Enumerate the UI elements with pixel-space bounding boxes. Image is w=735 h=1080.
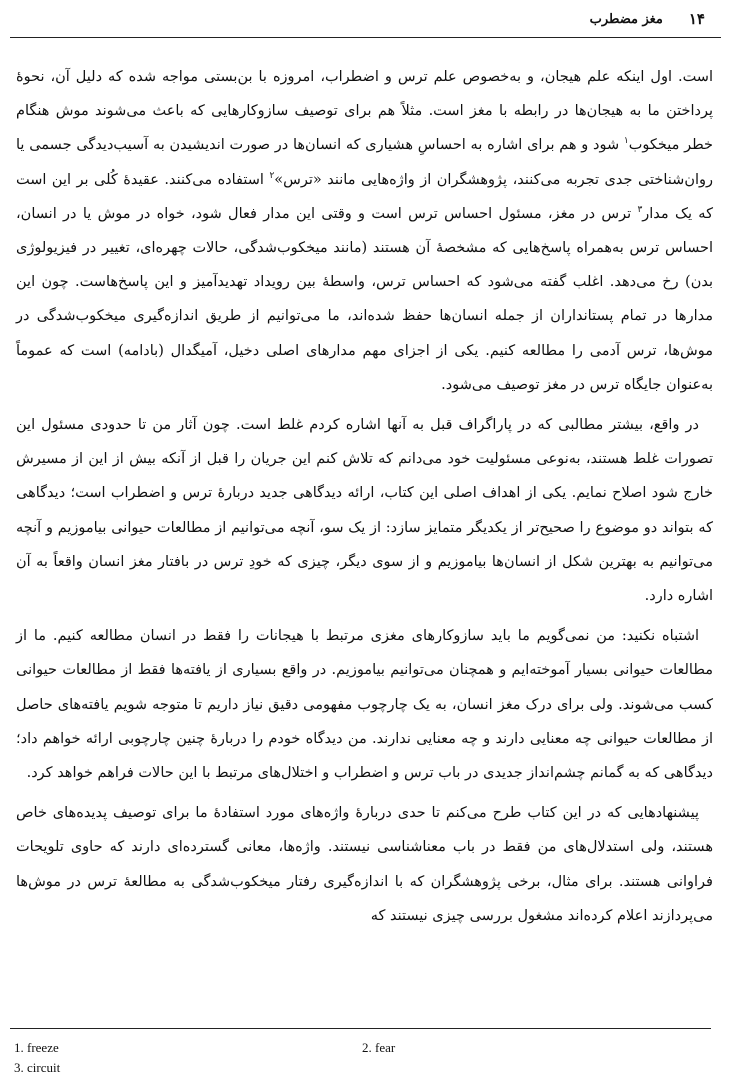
header-divider bbox=[10, 37, 721, 38]
paragraph-text: استفاده می‌کنند. عقیدهٔ کُلی بر این است که یک مدار bbox=[16, 171, 713, 222]
paragraph-text: در واقع، بیشتر مطالبی که در پاراگراف قبل به آنها اشاره کردم غلط است. چون آثار من تا حدودی مسئول این تصورات غلط هستند، به‌نوعی مسئولیت خود می‌دانم که تلاش کنم این جریان را قبل از آنکه بیش از این از مسیرش خارج شود اصلاح نمایم. یکی از اهداف اصلی این کتاب، ارائه دیدگاهی جدید دربارهٔ ترس و اضطراب است؛ دیدگاهی که بتواند دو موضوع را صحیح‌تر از یکدیگر متمایز سازد: از یک سو، آنچه می‌توانیم از مطالعات حیوانی بیاموزیم و آنچه می‌توانیم به بهترین شکل از انسان‌ها بیاموزیم و از سوی دیگر، چیزی که خودِ ترس در بافتار مغز انسان واقعاً به آن اشاره دارد. bbox=[16, 417, 713, 605]
paragraph-4 bbox=[16, 796, 713, 933]
paragraph-3 bbox=[16, 619, 713, 790]
body-text bbox=[16, 60, 713, 939]
paragraph-2 bbox=[16, 408, 713, 613]
footnote-ref-2: ۲ bbox=[269, 170, 275, 181]
footnote-1: 1. freeze bbox=[14, 1040, 59, 1055]
footnote-ref-3: ۳ bbox=[637, 204, 643, 215]
paragraph-text: اشتباه نکنید: من نمی‌گویم ما باید سازوکارهای مغزی مرتبط با هیجانات را فقط در انسان مطالعه کنیم. ما از مطالعات حیوانی بسیار آموخته‌ایم و همچنان می‌توانیم بیاموزیم. در واقع بسیاری از یافته‌ها فقط از مطالعات حیوانی کسب می‌شوند. ولی برای درک مغز انسان، به یک چارچوب مفهومی دقیق نیاز داریم تا متوجه شویم یافته‌های حاصل از مطالعات حیوانی چه معنایی دارند و چه معنایی ندارند. من دیدگاه خودم را دربارهٔ چنین چارچوبی ارائه خواهم داد؛ دیدگاهی که به گمانم چشم‌انداز جدیدی در باب ترس و اضطراب و اختلال‌های مرتبط با این حالات فراهم خواهد کرد. bbox=[16, 628, 713, 782]
running-title: مغز مضطرب bbox=[589, 11, 663, 27]
paragraph-1 bbox=[16, 60, 713, 402]
paragraph-text: شود و هم برای اشاره به احساسِ هشیاری که انسان‌ها در صورت اندیشیدن به آسیب‌دیدگی جسمی یا روان‌شناختی جدی تجربه می‌کنند، پژوهشگران از واژه‌هایی مانند «ترس» bbox=[16, 137, 714, 188]
page-header bbox=[30, 6, 705, 32]
footnote-ref-1: ۱ bbox=[623, 136, 629, 147]
footnote-divider bbox=[10, 1028, 711, 1029]
paragraph-text: است. اول اینکه علم هیجان، و به‌خصوص علم ترس و اضطراب، امروزه با بن‌بستی مواجه شده که دلیل آن، نحوهٔ پرداختن ما به هیجان‌ها در رابطه با مغز است. مثلاً هم برای توصیف سازوکارهایی که باعث می‌شوند موش هنگام خطر میخکوب bbox=[16, 69, 713, 154]
footnote-2: 2. fear bbox=[362, 1040, 396, 1055]
paragraph-text: ترس در مغز، مسئول احساس ترس است و وقتی این مدار فعال شود، خواه در موش یا در انسان، احساس ترس به‌همراه پاسخ‌هایی که مشخصهٔ آن هستند (مانند میخکوب‌شدگی، حالات چهره‌ای، تغییر در فیزیولوژی بدن) رخ می‌دهد. اغلب گفته می‌شود که احساس ترس، واسطهٔ بین رویداد تهدیدآمیز و این پاسخ‌هاست. چون این مدارها در تمام پستانداران از جمله انسان‌ها حفظ شده‌اند، ما می‌توانیم از طریق اندازه‌گیری میخکوب‌شدگی در موش‌ها، ترس آدمی را مطالعه کنیم. یکی از اجزای مهم مدارهای اصلی دخیل، آمیگدال (بادامه) است که عموماً به‌عنوان جایگاه ترس در مغز توصیف می‌شود. bbox=[16, 205, 713, 393]
page-number: ۱۴ bbox=[688, 10, 705, 28]
paragraph-text: پیشنهادهایی که در این کتاب طرح می‌کنم تا حدی دربارهٔ واژه‌های مورد استفادهٔ ما برای توصیف پدیده‌های خاص هستند، ولی استدلال‌های من فقط در باب معناشناسی نیستند. واژه‌ها، معانی گسترده‌ای دارند که حاوی تلویحات فراوانی هستند. برای مثال، برخی پژوهشگران که با اندازه‌گیری رفتار میخکوب‌شدگی به مطالعهٔ ترس در موش‌ها می‌پردازند اعلام کرده‌اند مشغول بررسی چیزی نیستند که bbox=[16, 805, 713, 924]
footnote-3: 3. circuit bbox=[14, 1060, 61, 1075]
